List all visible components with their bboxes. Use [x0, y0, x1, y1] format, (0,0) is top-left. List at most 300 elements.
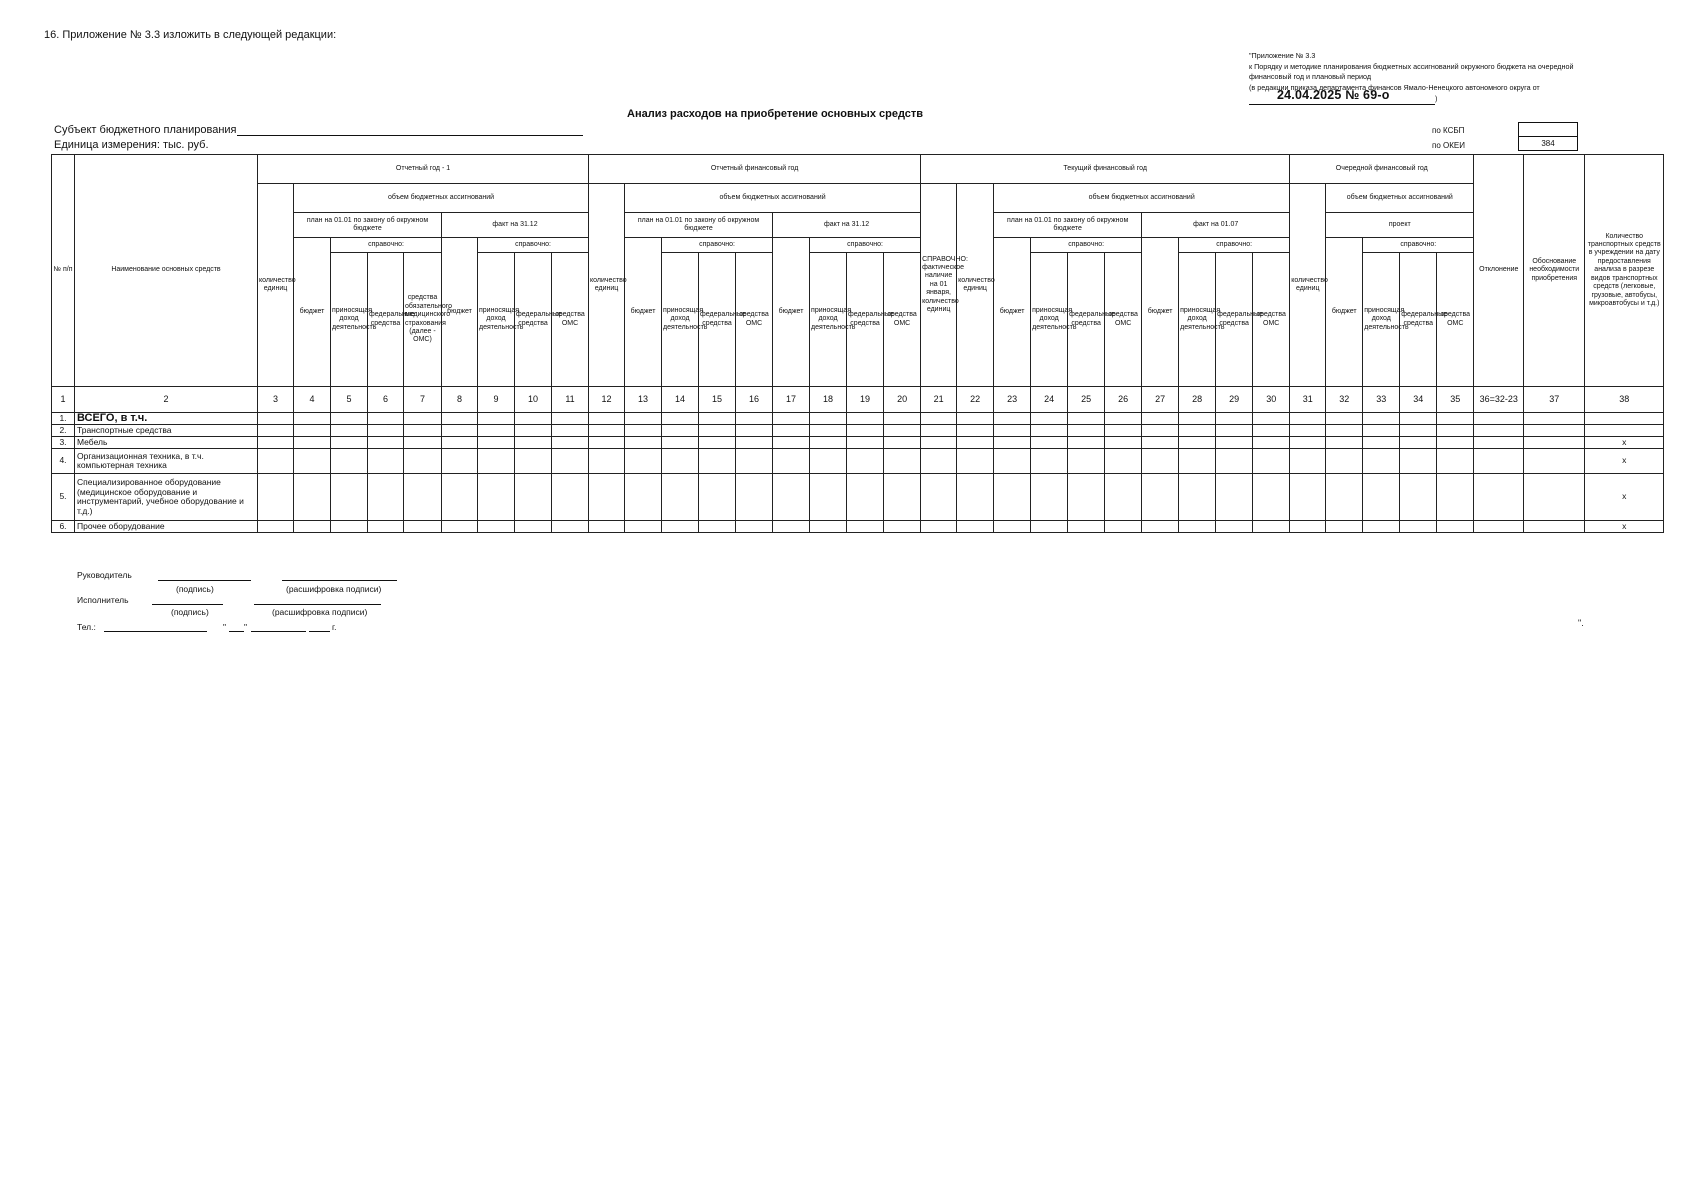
header-income: приносящая доход деятельность — [810, 253, 847, 387]
table-cell — [442, 474, 478, 521]
table-cell — [442, 449, 478, 474]
table-cell — [1474, 437, 1524, 449]
header-income: приносящая доход деятельность — [1179, 253, 1216, 387]
table-cell — [331, 437, 368, 449]
table-cell — [994, 425, 1031, 437]
table-cell — [1524, 437, 1585, 449]
unit-label: Единица измерения: тыс. руб. — [54, 139, 209, 151]
column-number-22: 22 — [957, 387, 994, 413]
table-cell — [773, 425, 810, 437]
table-cell — [1437, 449, 1474, 474]
table-cell — [478, 521, 515, 533]
month-line — [251, 631, 306, 632]
table-cell — [1142, 425, 1179, 437]
date-underline — [1249, 104, 1435, 105]
appendix-line-3: финансовый год и плановый период — [1249, 72, 1372, 81]
table-cell — [1253, 425, 1290, 437]
table-cell — [957, 474, 994, 521]
appendix-line-1: "Приложение № 3.3 — [1249, 51, 1316, 60]
table-cell — [1437, 425, 1474, 437]
table-cell — [1363, 474, 1400, 521]
table-cell — [1216, 413, 1253, 425]
table-cell — [1290, 425, 1326, 437]
table-cell — [1326, 521, 1363, 533]
table-cell — [662, 449, 699, 474]
table-cell — [1524, 521, 1585, 533]
table-cell — [404, 437, 442, 449]
table-cell — [1363, 413, 1400, 425]
table-cell — [921, 449, 957, 474]
table-cell — [1068, 474, 1105, 521]
table-cell — [699, 521, 736, 533]
table-cell — [1363, 437, 1400, 449]
table-cell — [368, 449, 404, 474]
table-cell — [662, 413, 699, 425]
header-period-2: Отчетный финансовый год — [589, 155, 921, 184]
table-cell — [478, 425, 515, 437]
column-number-26: 26 — [1105, 387, 1142, 413]
column-number-19: 19 — [847, 387, 884, 413]
table-cell — [1068, 437, 1105, 449]
header-reference: справочно: — [1031, 238, 1142, 253]
table-row — [52, 413, 1664, 425]
table-cell — [1031, 449, 1068, 474]
table-cell — [884, 425, 921, 437]
header-reference: справочно: — [331, 238, 442, 253]
table-cell — [847, 474, 884, 521]
header-budget: бюджет — [294, 238, 331, 387]
column-number-6: 6 — [368, 387, 404, 413]
header-budget: бюджет — [1142, 238, 1179, 387]
table-cell — [1400, 474, 1437, 521]
column-number-12: 12 — [589, 387, 625, 413]
date-quote-open: " — [223, 622, 227, 632]
header-transport-count: Количество транспортных средств в учреждении на дату предоставления анализа в разрезе видов транспортных средств (легковые, грузовые, автобусы, микроавтобусы и т.д.) — [1585, 155, 1664, 387]
table-cell — [1142, 413, 1179, 425]
ksbp-label: по КСБП — [1432, 126, 1465, 135]
header-budget: бюджет — [625, 238, 662, 387]
transport-count-cell — [1585, 425, 1664, 437]
table-cell — [331, 449, 368, 474]
table-cell — [442, 521, 478, 533]
phone-label: Тел.: — [77, 622, 96, 632]
header-budget: бюджет — [994, 238, 1031, 387]
executor-label: Исполнитель — [77, 595, 129, 605]
table-cell — [1216, 521, 1253, 533]
header-oms: средства обязательного медицинского страхования (далее - ОМС) — [404, 253, 442, 387]
table-cell — [773, 521, 810, 533]
row-number: 4. — [52, 449, 75, 474]
table-cell — [258, 521, 294, 533]
header-qty-4: количество единиц — [1290, 184, 1326, 387]
header-income: приносящая доход деятельность — [478, 253, 515, 387]
table-cell — [810, 425, 847, 437]
table-cell — [515, 437, 552, 449]
head-decode-caption: (расшифровка подписи) — [286, 584, 382, 594]
header-income: приносящая доход деятельность — [1031, 253, 1068, 387]
table-cell — [331, 521, 368, 533]
table-cell — [331, 474, 368, 521]
column-number-31: 31 — [1290, 387, 1326, 413]
table-cell — [589, 449, 625, 474]
table-cell — [515, 474, 552, 521]
header-period-4: Очередной финансовый год — [1290, 155, 1474, 184]
row-number: 2. — [52, 425, 75, 437]
table-cell — [736, 437, 773, 449]
header-plan-2: план на 01.01 по закону об окружном бюджете — [625, 213, 773, 238]
table-cell — [589, 521, 625, 533]
table-cell — [368, 413, 404, 425]
column-number-32: 32 — [1326, 387, 1363, 413]
table-cell — [1524, 425, 1585, 437]
table-cell — [404, 425, 442, 437]
table-cell — [1068, 521, 1105, 533]
table-cell — [699, 449, 736, 474]
table-cell — [921, 425, 957, 437]
okei-code-box: 384 — [1518, 136, 1578, 151]
header-period-1: Отчетный год - 1 — [258, 155, 589, 184]
table-cell — [589, 413, 625, 425]
appendix-line-4: (в редакции приказа департамента финансов Ямало-Ненецкого автономного округа от — [1249, 82, 1540, 92]
table-cell — [1068, 413, 1105, 425]
table-cell — [1179, 521, 1216, 533]
column-number-15: 15 — [699, 387, 736, 413]
table-cell — [1326, 437, 1363, 449]
table-cell — [1253, 437, 1290, 449]
analysis-table — [51, 154, 1664, 533]
header-assign-3: объем бюджетных ассигнований — [994, 184, 1290, 213]
column-number-13: 13 — [625, 387, 662, 413]
closing-quote: ". — [1578, 618, 1584, 628]
table-cell — [736, 474, 773, 521]
header-period-3: Текущий финансовый год — [921, 155, 1290, 184]
table-cell — [1031, 425, 1068, 437]
table-cell — [810, 449, 847, 474]
date-quote-close: " — [244, 622, 248, 632]
table-row — [52, 425, 1664, 437]
header-assign-4: объем бюджетных ассигнований — [1326, 184, 1474, 213]
column-number-30: 30 — [1253, 387, 1290, 413]
header-income: приносящая доход деятельность — [662, 253, 699, 387]
column-number-36: 36=32-23 — [1474, 387, 1524, 413]
table-cell — [442, 413, 478, 425]
table-cell — [1105, 425, 1142, 437]
table-cell — [1216, 437, 1253, 449]
header-qty-1: количество единиц — [258, 184, 294, 387]
table-cell — [625, 474, 662, 521]
table-cell — [515, 413, 552, 425]
table-cell — [921, 437, 957, 449]
table-cell — [1326, 413, 1363, 425]
executor-decode-line — [254, 604, 381, 605]
table-cell — [884, 449, 921, 474]
transport-count-cell: x — [1585, 474, 1664, 521]
table-cell — [1524, 474, 1585, 521]
header-reference-availability: СПРАВОЧНО: фактическое наличие на 01 января, количество единиц — [921, 184, 957, 387]
table-cell — [699, 474, 736, 521]
row-name: Прочее оборудование — [75, 521, 258, 533]
table-cell — [515, 449, 552, 474]
table-cell — [847, 449, 884, 474]
table-cell — [1474, 425, 1524, 437]
table-cell — [736, 413, 773, 425]
table-cell — [1290, 474, 1326, 521]
header-fact-2: факт на 31.12 — [773, 213, 921, 238]
header-oms: средства ОМС — [1105, 253, 1142, 387]
table-cell — [368, 521, 404, 533]
row-number: 5. — [52, 474, 75, 521]
table-cell — [552, 413, 589, 425]
table-cell — [625, 437, 662, 449]
table-cell — [258, 437, 294, 449]
table-cell — [589, 437, 625, 449]
header-federal: федеральные средства — [515, 253, 552, 387]
executor-signature-caption: (подпись) — [171, 607, 209, 617]
table-cell — [1142, 474, 1179, 521]
column-number-29: 29 — [1216, 387, 1253, 413]
column-number-14: 14 — [662, 387, 699, 413]
column-number-3: 3 — [258, 387, 294, 413]
table-cell — [699, 413, 736, 425]
table-cell — [258, 413, 294, 425]
table-cell — [1216, 425, 1253, 437]
table-cell — [1031, 437, 1068, 449]
table-cell — [884, 474, 921, 521]
column-number-23: 23 — [994, 387, 1031, 413]
table-cell — [736, 521, 773, 533]
table-cell — [847, 521, 884, 533]
table-cell — [294, 437, 331, 449]
document-title: Анализ расходов на приобретение основных средств — [627, 108, 924, 120]
table-cell — [1142, 521, 1179, 533]
table-cell — [773, 413, 810, 425]
header-reference: справочно: — [1179, 238, 1290, 253]
column-number-28: 28 — [1179, 387, 1216, 413]
table-cell — [1474, 474, 1524, 521]
header-row-plan-fact — [52, 213, 1664, 238]
table-cell — [1068, 425, 1105, 437]
table-cell — [994, 413, 1031, 425]
header-oms: средства ОМС — [552, 253, 589, 387]
column-number-5: 5 — [331, 387, 368, 413]
header-num: № п/п — [52, 155, 75, 387]
appendix-tail: ) — [1435, 94, 1438, 103]
column-number-8: 8 — [442, 387, 478, 413]
table-cell — [625, 521, 662, 533]
header-federal: федеральные средства — [1216, 253, 1253, 387]
table-cell — [1363, 449, 1400, 474]
head-signature-line — [158, 580, 251, 581]
table-row — [52, 474, 1664, 521]
table-cell — [331, 425, 368, 437]
table-cell — [1216, 449, 1253, 474]
appendix-line-2: к Порядку и методике планирования бюджетных ассигнований окружного бюджета на очередной — [1249, 61, 1574, 71]
table-cell — [1474, 413, 1524, 425]
table-cell — [994, 437, 1031, 449]
table-cell — [515, 425, 552, 437]
subject-blank — [237, 125, 583, 136]
table-cell — [1179, 449, 1216, 474]
table-cell — [810, 521, 847, 533]
table-cell — [589, 425, 625, 437]
table-cell — [810, 474, 847, 521]
column-number-35: 35 — [1437, 387, 1474, 413]
table-cell — [1290, 437, 1326, 449]
table-cell — [294, 474, 331, 521]
table-cell — [552, 474, 589, 521]
table-cell — [994, 521, 1031, 533]
table-cell — [662, 474, 699, 521]
head-signature-caption: (подпись) — [176, 584, 214, 594]
table-cell — [1179, 413, 1216, 425]
table-cell — [294, 425, 331, 437]
table-cell — [662, 521, 699, 533]
header-reference: справочно: — [662, 238, 773, 253]
table-cell — [258, 474, 294, 521]
header-federal: федеральные средства — [368, 253, 404, 387]
header-fact-1: факт на 31.12 — [442, 213, 589, 238]
table-cell — [921, 413, 957, 425]
table-cell — [258, 449, 294, 474]
row-name: Транспортные средства — [75, 425, 258, 437]
table-cell — [1437, 474, 1474, 521]
table-cell — [1253, 413, 1290, 425]
table-cell — [1290, 413, 1326, 425]
table-cell — [773, 437, 810, 449]
table-cell — [1105, 449, 1142, 474]
subject-field — [54, 124, 583, 136]
table-cell — [331, 413, 368, 425]
table-cell — [294, 449, 331, 474]
table-cell — [1437, 413, 1474, 425]
header-reference: справочно: — [810, 238, 921, 253]
table-cell — [478, 437, 515, 449]
table-cell — [1253, 449, 1290, 474]
column-number-25: 25 — [1068, 387, 1105, 413]
table-cell — [921, 521, 957, 533]
table-cell — [1400, 413, 1437, 425]
table-cell — [625, 425, 662, 437]
row-name: Мебель — [75, 437, 258, 449]
header-assign-1: объем бюджетных ассигнований — [294, 184, 589, 213]
table-cell — [847, 437, 884, 449]
header-oms: средства ОМС — [884, 253, 921, 387]
header-assign-2: объем бюджетных ассигнований — [625, 184, 921, 213]
transport-count-cell: x — [1585, 449, 1664, 474]
table-cell — [810, 437, 847, 449]
header-reference: справочно: — [1363, 238, 1474, 253]
table-cell — [1105, 437, 1142, 449]
table-cell — [1290, 521, 1326, 533]
table-cell — [1105, 521, 1142, 533]
order-stamp: 24.04.2025 № 69-о — [1277, 88, 1390, 102]
column-number-10: 10 — [515, 387, 552, 413]
table-cell — [368, 474, 404, 521]
table-cell — [1437, 437, 1474, 449]
table-cell — [1068, 449, 1105, 474]
table-cell — [552, 425, 589, 437]
column-number-18: 18 — [810, 387, 847, 413]
table-cell — [773, 474, 810, 521]
table-cell — [1474, 521, 1524, 533]
header-budget: бюджет — [773, 238, 810, 387]
column-number-row — [52, 387, 1664, 413]
table-cell — [515, 521, 552, 533]
table-cell — [625, 413, 662, 425]
column-number-34: 34 — [1400, 387, 1437, 413]
appendix-note — [1249, 51, 1629, 105]
column-number-9: 9 — [478, 387, 515, 413]
column-number-4: 4 — [294, 387, 331, 413]
header-row-periods — [52, 155, 1664, 184]
executor-signature-line — [152, 604, 223, 605]
header-oms: средства ОМС — [736, 253, 773, 387]
row-name: Организационная техника, в т.ч. компьютерная техника — [75, 449, 258, 474]
column-number-38: 38 — [1585, 387, 1664, 413]
table-cell — [1326, 474, 1363, 521]
table-cell — [957, 425, 994, 437]
table-cell — [1105, 474, 1142, 521]
table-cell — [1105, 413, 1142, 425]
column-number-16: 16 — [736, 387, 773, 413]
table-cell — [478, 413, 515, 425]
table-cell — [1290, 449, 1326, 474]
row-number: 3. — [52, 437, 75, 449]
row-number: 1. — [52, 413, 75, 425]
table-cell — [294, 521, 331, 533]
table-cell — [552, 521, 589, 533]
table-cell — [1216, 474, 1253, 521]
table-cell — [773, 449, 810, 474]
table-cell — [1031, 474, 1068, 521]
year-suffix: г. — [332, 622, 337, 632]
table-cell — [404, 449, 442, 474]
header-plan-3: план на 01.01 по закону об окружном бюджете — [994, 213, 1142, 238]
header-justification: Обоснование необходимости приобретения — [1524, 155, 1585, 387]
column-number-24: 24 — [1031, 387, 1068, 413]
table-cell — [1179, 474, 1216, 521]
header-oms: средства ОМС — [1437, 253, 1474, 387]
transport-count-cell: x — [1585, 521, 1664, 533]
table-cell — [442, 425, 478, 437]
table-cell — [1142, 449, 1179, 474]
column-number-27: 27 — [1142, 387, 1179, 413]
table-cell — [368, 425, 404, 437]
column-number-20: 20 — [884, 387, 921, 413]
header-project-4: проект — [1326, 213, 1474, 238]
header-income: приносящая доход деятельность — [1363, 253, 1400, 387]
header-name: Наименование основных средств — [75, 155, 258, 387]
table-cell — [957, 449, 994, 474]
header-reference: справочно: — [478, 238, 589, 253]
header-row-assignments — [52, 184, 1664, 213]
header-federal: федеральные средства — [847, 253, 884, 387]
table-cell — [884, 413, 921, 425]
table-cell — [625, 449, 662, 474]
header-federal: федеральные средства — [1400, 253, 1437, 387]
table-cell — [736, 449, 773, 474]
header-fact-3: факт на 01.07 — [1142, 213, 1290, 238]
table-cell — [994, 474, 1031, 521]
header-federal: федеральные средства — [699, 253, 736, 387]
table-row — [52, 449, 1664, 474]
table-cell — [1253, 474, 1290, 521]
table-cell — [1363, 521, 1400, 533]
table-cell — [1400, 449, 1437, 474]
column-number-37: 37 — [1524, 387, 1585, 413]
table-cell — [847, 413, 884, 425]
column-number-21: 21 — [921, 387, 957, 413]
